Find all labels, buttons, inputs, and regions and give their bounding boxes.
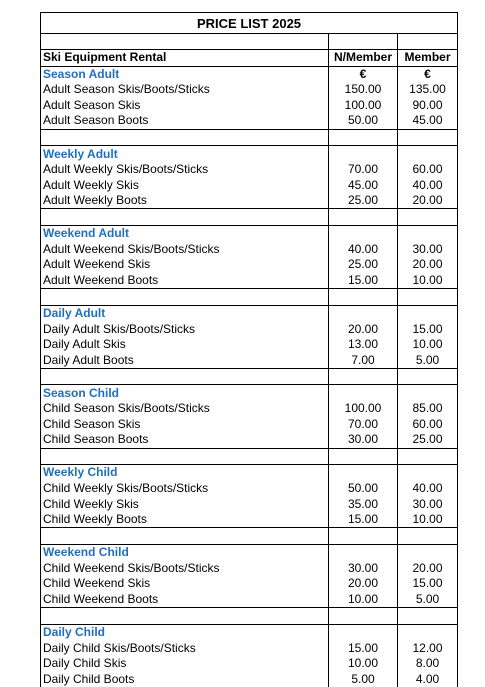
item-label: Adult Weekend Skis <box>41 257 329 273</box>
member-price: 20.00 <box>398 257 458 273</box>
table-row <box>41 432 458 448</box>
member-price: 20.00 <box>398 561 458 577</box>
spacer-row <box>41 34 458 50</box>
member-price: 8.00 <box>398 656 458 672</box>
nonmember-price: 20.00 <box>329 321 398 337</box>
table-row <box>41 561 458 577</box>
nonmember-price: 7.00 <box>329 352 398 368</box>
member-price: 15.00 <box>398 576 458 592</box>
table-row <box>41 656 458 672</box>
section-heading: Weekly Child <box>41 465 329 481</box>
member-price: 85.00 <box>398 401 458 417</box>
member-price: 60.00 <box>398 162 458 178</box>
table-row <box>41 113 458 129</box>
nonmember-price: 30.00 <box>329 561 398 577</box>
table-row <box>41 481 458 497</box>
member-price: 10.00 <box>398 512 458 528</box>
item-label: Child Weekly Skis/Boots/Sticks <box>41 481 329 497</box>
member-price: 30.00 <box>398 242 458 258</box>
section-heading: Daily Adult <box>41 305 329 321</box>
item-label: Child Season Boots <box>41 432 329 448</box>
item-label: Adult Weekly Skis/Boots/Sticks <box>41 162 329 178</box>
nonmember-price: 100.00 <box>329 401 398 417</box>
member-price: 20.00 <box>398 193 458 209</box>
item-label: Adult Weekly Boots <box>41 193 329 209</box>
item-label: Child Season Skis/Boots/Sticks <box>41 401 329 417</box>
section-heading-row <box>41 544 458 560</box>
section-heading-row <box>41 305 458 321</box>
table-row <box>41 512 458 528</box>
item-label: Child Weekend Boots <box>41 592 329 608</box>
table-row <box>41 576 458 592</box>
spacer-row <box>41 608 458 625</box>
price-table <box>40 12 458 687</box>
item-label: Child Weekend Skis <box>41 576 329 592</box>
nonmember-price: 10.00 <box>329 592 398 608</box>
table-row <box>41 640 458 656</box>
nonmember-price: 5.00 <box>329 671 398 687</box>
spacer-row <box>41 129 458 146</box>
table-row <box>41 257 458 273</box>
item-label: Adult Weekend Boots <box>41 273 329 289</box>
member-price: 5.00 <box>398 352 458 368</box>
member-price: 45.00 <box>398 113 458 129</box>
table-row <box>41 337 458 353</box>
item-label: Adult Season Skis/Boots/Sticks <box>41 82 329 98</box>
table-row <box>41 671 458 687</box>
nonmember-price: 70.00 <box>329 162 398 178</box>
table-row <box>41 592 458 608</box>
member-price: 90.00 <box>398 98 458 114</box>
section-heading-row <box>41 226 458 242</box>
item-label: Daily Child Skis <box>41 656 329 672</box>
item-label: Child Weekly Skis <box>41 496 329 512</box>
section-heading: Season Child <box>41 385 329 401</box>
section-heading-row <box>41 385 458 401</box>
item-label: Daily Child Boots <box>41 671 329 687</box>
item-label: Adult Weekend Skis/Boots/Sticks <box>41 242 329 258</box>
nonmember-price: 35.00 <box>329 496 398 512</box>
price-list-sheet <box>40 12 457 687</box>
section-heading: Weekend Child <box>41 544 329 560</box>
spacer-row <box>41 528 458 545</box>
table-row <box>41 496 458 512</box>
header-member: Member <box>398 50 458 67</box>
item-label: Daily Adult Skis/Boots/Sticks <box>41 321 329 337</box>
nonmember-price: 150.00 <box>329 82 398 98</box>
header-row <box>41 50 458 67</box>
table-row <box>41 242 458 258</box>
member-price: 15.00 <box>398 321 458 337</box>
table-row <box>41 352 458 368</box>
spacer-row <box>41 368 458 385</box>
section-heading: Daily Child <box>41 624 329 640</box>
nonmember-price: 15.00 <box>329 640 398 656</box>
title-row <box>41 13 458 34</box>
header-nonmember: N/Member <box>329 50 398 67</box>
member-price: 135.00 <box>398 82 458 98</box>
section-heading-row <box>41 66 458 82</box>
nonmember-price: 25.00 <box>329 193 398 209</box>
nonmember-price: 40.00 <box>329 242 398 258</box>
member-price: 10.00 <box>398 337 458 353</box>
item-label: Daily Adult Skis <box>41 337 329 353</box>
page-title: PRICE LIST 2025 <box>41 13 458 34</box>
member-price: 12.00 <box>398 640 458 656</box>
member-price: 5.00 <box>398 592 458 608</box>
header-label: Ski Equipment Rental <box>41 50 329 67</box>
member-price: 30.00 <box>398 496 458 512</box>
table-row <box>41 401 458 417</box>
section-heading-row <box>41 146 458 162</box>
item-label: Child Season Skis <box>41 417 329 433</box>
item-label: Child Weekly Boots <box>41 512 329 528</box>
item-label: Daily Child Skis/Boots/Sticks <box>41 640 329 656</box>
member-price: 40.00 <box>398 177 458 193</box>
table-row <box>41 417 458 433</box>
nonmember-price: 10.00 <box>329 656 398 672</box>
nonmember-price: 30.00 <box>329 432 398 448</box>
spacer-row <box>41 209 458 226</box>
section-heading-row <box>41 624 458 640</box>
nonmember-price: 50.00 <box>329 113 398 129</box>
currency-member: € <box>398 66 458 82</box>
table-row <box>41 82 458 98</box>
section-heading: Weekend Adult <box>41 226 329 242</box>
spacer-row <box>41 289 458 306</box>
table-row <box>41 98 458 114</box>
currency-nonmember: € <box>329 66 398 82</box>
member-price: 10.00 <box>398 273 458 289</box>
nonmember-price: 13.00 <box>329 337 398 353</box>
nonmember-price: 25.00 <box>329 257 398 273</box>
member-price: 40.00 <box>398 481 458 497</box>
section-heading: Weekly Adult <box>41 146 329 162</box>
nonmember-price: 15.00 <box>329 512 398 528</box>
table-row <box>41 177 458 193</box>
item-label: Child Weekend Skis/Boots/Sticks <box>41 561 329 577</box>
nonmember-price: 70.00 <box>329 417 398 433</box>
member-price: 25.00 <box>398 432 458 448</box>
table-row <box>41 273 458 289</box>
spacer-row <box>41 448 458 465</box>
item-label: Adult Season Boots <box>41 113 329 129</box>
nonmember-price: 100.00 <box>329 98 398 114</box>
table-row <box>41 162 458 178</box>
item-label: Adult Season Skis <box>41 98 329 114</box>
item-label: Daily Adult Boots <box>41 352 329 368</box>
section-heading-row <box>41 465 458 481</box>
nonmember-price: 15.00 <box>329 273 398 289</box>
table-row <box>41 193 458 209</box>
member-price: 4.00 <box>398 671 458 687</box>
nonmember-price: 20.00 <box>329 576 398 592</box>
price-table-body <box>41 13 458 687</box>
nonmember-price: 50.00 <box>329 481 398 497</box>
table-row <box>41 321 458 337</box>
nonmember-price: 45.00 <box>329 177 398 193</box>
member-price: 60.00 <box>398 417 458 433</box>
item-label: Adult Weekly Skis <box>41 177 329 193</box>
section-heading: Season Adult <box>41 66 329 82</box>
